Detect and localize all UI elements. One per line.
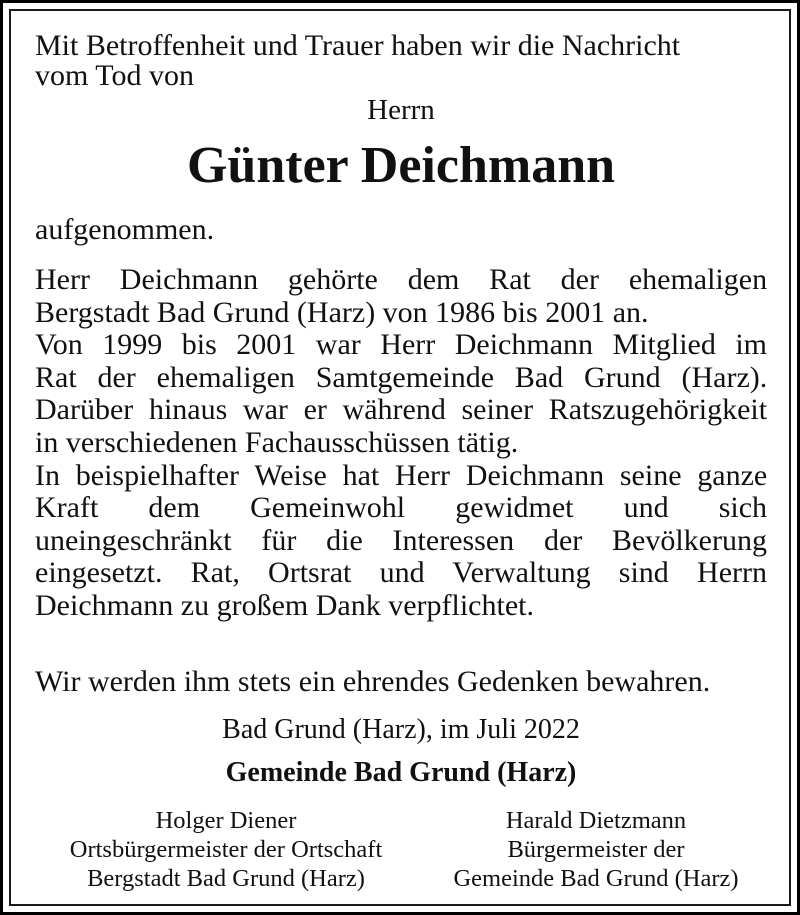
tribute-line: in verschiedenen Fachausschüssen tätig. xyxy=(35,425,519,459)
intro-line: vom Tod von xyxy=(35,59,195,92)
intro-text xyxy=(35,31,767,91)
tribute-line: Von 1999 bis 2001 war Herr Deichmann Mitglied im xyxy=(35,328,768,362)
signatory-right xyxy=(421,806,771,893)
tribute-line: Kraft dem Gemeinwohl gewidmet und sich xyxy=(35,491,768,525)
signatory-name: Harald Dietzmann xyxy=(505,807,687,834)
tribute-paragraph xyxy=(35,264,767,623)
signatory-title: Gemeinde Bad Grund (Harz) xyxy=(453,865,739,892)
tribute-line: eingesetzt. Rat, Ortsrat und Verwaltung sind Herrn xyxy=(35,556,767,590)
tribute-line: Bergstadt Bad Grund (Harz) von 1986 bis 2001 an. xyxy=(35,295,649,329)
intro-line: Mit Betroffenheit und Trauer haben wir die Nachricht xyxy=(35,29,681,62)
signatory-title: Ortsbürgermeister der Ortschaft xyxy=(69,836,383,863)
place-date: Bad Grund (Harz), im Juli 2022 xyxy=(222,714,580,745)
salutation: Herrn xyxy=(367,94,435,126)
tribute-line: uneingeschränkt für die Interessen der Bevölkerung xyxy=(35,523,767,557)
tribute-line: In beispielhafter Weise hat Herr Deichmann seine ganze xyxy=(35,458,768,492)
closing-text: Wir werden ihm stets ein ehrendes Gedenken bewahren. xyxy=(35,665,711,698)
organization-name: Gemeinde Bad Grund (Harz) xyxy=(225,757,577,788)
tribute-line: Rat der ehemaligen Samtgemeinde Bad Grund (Harz). xyxy=(35,360,768,394)
signatory-title: Bergstadt Bad Grund (Harz) xyxy=(87,865,365,892)
signatory-left xyxy=(31,806,421,893)
deceased-name: Günter Deichmann xyxy=(186,137,616,194)
tribute-line: Deichmann zu großem Dank verpflichtet. xyxy=(35,588,534,622)
received-text: aufgenommen. xyxy=(35,213,215,246)
tribute-line: Herr Deichmann gehörte dem Rat der ehemaligen xyxy=(35,263,768,296)
signatures xyxy=(31,806,771,893)
signatory-name: Holger Diener xyxy=(155,807,297,834)
tribute-line: Darüber hinaus war er während seiner Ratszugehörigkeit xyxy=(35,393,768,427)
notice-inner-border xyxy=(9,9,791,906)
signatory-title: Bürgermeister der xyxy=(507,836,685,863)
